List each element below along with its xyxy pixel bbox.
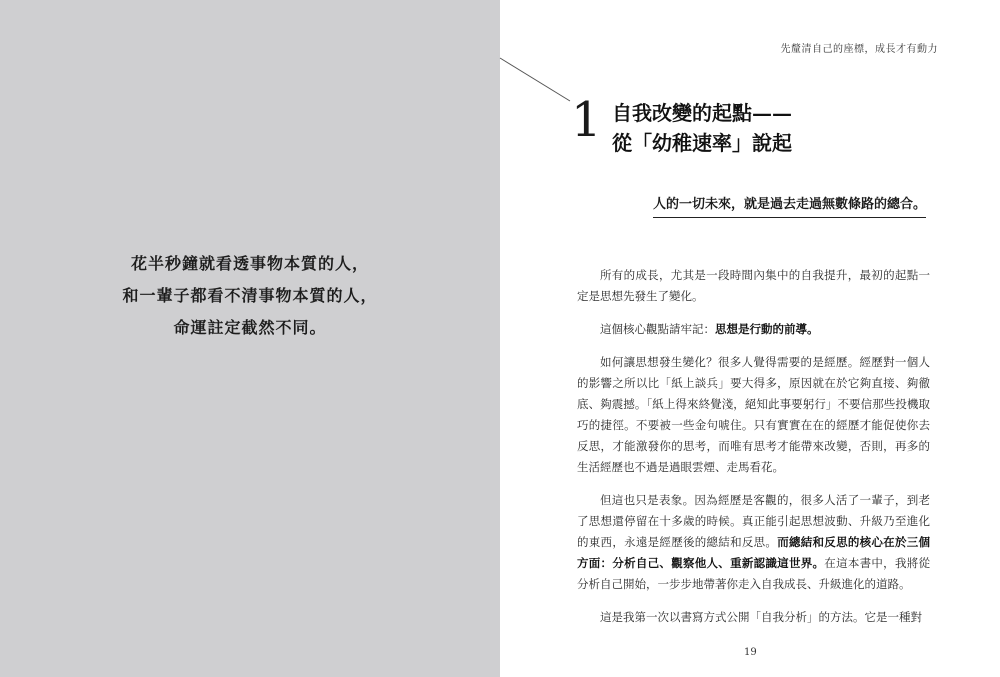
pull-quote-line: 花半秒鐘就看透事物本質的人， <box>130 254 369 273</box>
chapter-title <box>612 98 792 158</box>
body-text <box>577 265 930 640</box>
chapter-title-line: 自我改變的起點—— <box>612 101 792 125</box>
paragraph-text: 在這本書中，我將從分析自己開始，一步步地帶著你走入自我成長、升級進化的道路。 <box>577 556 931 591</box>
chapter-number: 1 <box>571 92 602 148</box>
page-number: 19 <box>744 647 757 658</box>
epigraph: 人的一切未來，就是過去走過無數條路的總合。 <box>653 193 926 218</box>
chapter-title-line: 從「幼稚速率」說起 <box>612 131 792 155</box>
paragraph <box>577 319 930 340</box>
paragraph: 所有的成長，尤其是一段時間內集中的自我提升，最初的起點一定是思想先發生了變化。 <box>577 268 930 303</box>
paragraph-text: 這個核心觀點請牢記： <box>600 322 715 336</box>
running-head: 先釐清自己的座標，成長才有動力 <box>780 44 938 55</box>
emphasis-text: 而總結和反思的核心在於三個方面：分析自己、觀察他人、重新認識這世界。 <box>577 535 930 570</box>
paragraph-text: 但這也只是表象。因為經歷是客觀的，很多人活了一輩子，到老了思想還停留在十多歲的時候。真正能引起思想波動、升級乃至進化的東西，永遠是經歷後的總結和反思。 <box>577 493 930 549</box>
paragraph <box>577 490 930 595</box>
emphasis-text: 思想是行動的前導。 <box>715 322 819 336</box>
paragraph: 這是我第一次以書寫方式公開「自我分析」的方法。它是一種對 <box>600 610 922 624</box>
pull-quote-line: 命運註定截然不同。 <box>173 318 327 337</box>
paragraph: 如何讓思想發生變化？很多人覺得需要的是經歷。經歷對一個人的影響之所以比「紙上談兵」要大得多，原因就在於它夠直接、夠徹底、夠震撼。「紙上得來終覺淺，絕知此事要躬行」不要信那些投機取巧的捷徑。不要被一些金句唬住。只有實實在在的經歷才能促使你去反思，才能激發你的思考，而唯有思考才能帶來改變，否則，再多的生活經歷也不過是過眼雲煙、走馬看花。 <box>577 355 930 474</box>
pull-quote-line: 和一輩子都看不清事物本質的人， <box>122 286 378 305</box>
